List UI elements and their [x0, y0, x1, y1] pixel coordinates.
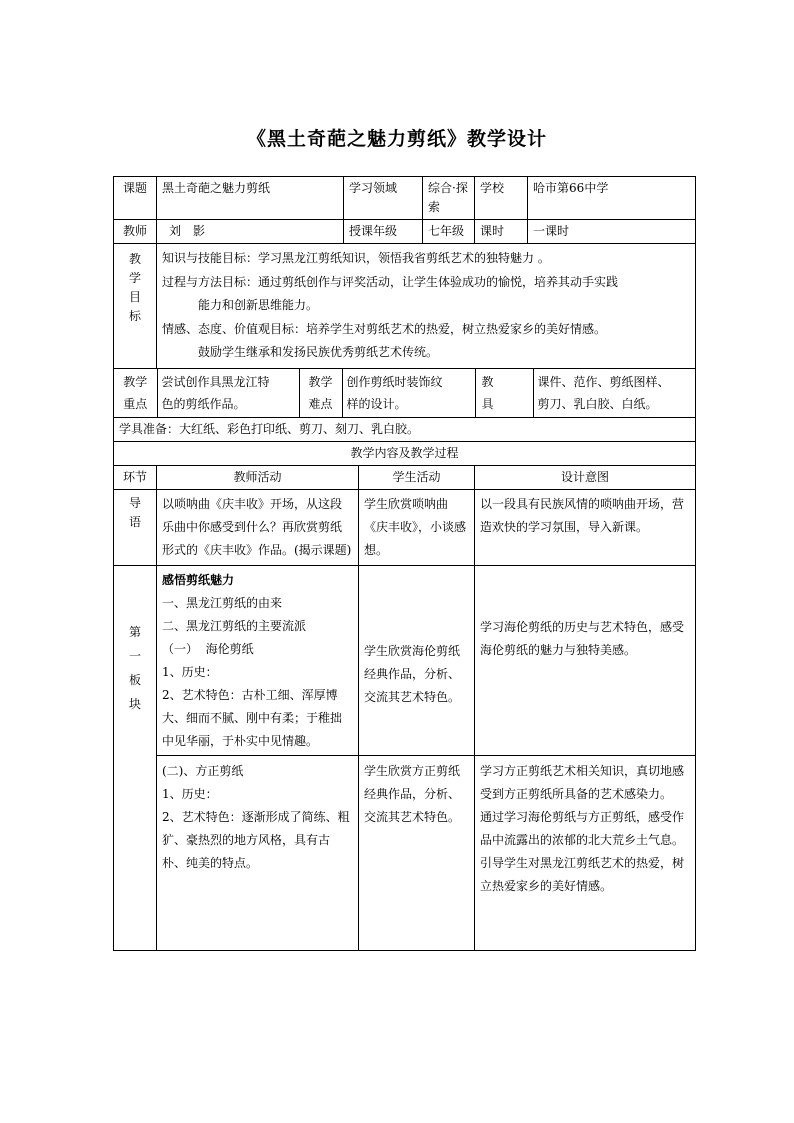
tools-value: 课件、范作、剪纸图样、 剪刀、乳白胶、白纸。: [537, 374, 670, 411]
student-tools-row: [114, 417, 696, 441]
school-value: 哈市第66中学: [528, 177, 696, 220]
section1-student-a: 学生欣赏海伦剪纸经典作品，分析、交流其艺术特色。: [359, 565, 475, 755]
column-header-row: [114, 465, 696, 489]
col-student: 学生活动: [359, 465, 475, 489]
field-value: 综合·探索: [423, 177, 475, 220]
key-label: 教学 重点: [114, 369, 157, 417]
document-title: 《黑土奇葩之魅力剪纸》教学设计: [246, 128, 547, 150]
goals-label: 教 学 目 标: [114, 244, 157, 369]
col-teacher: 教师活动: [157, 465, 359, 489]
col-intent: 设计意图: [475, 465, 696, 489]
key-points-inner: [114, 369, 696, 417]
section1-student-b: 学生欣赏方正剪纸经典作品，分析、交流其艺术特色。: [359, 755, 475, 950]
section1-teacher-b: [157, 755, 359, 950]
grade-label: 授课年级: [344, 220, 423, 244]
key-points-row: [114, 368, 696, 417]
hours-label: 课时: [475, 220, 528, 244]
intro-row: [114, 489, 696, 565]
section1-item2: 二、黑龙江剪纸的主要流派: [162, 618, 307, 633]
section1-intent-b: [475, 755, 696, 950]
goal-knowledge: 知识与技能目标：学习黑龙江剪纸知识，领悟我省剪纸艺术的独特魅力 。: [162, 251, 550, 265]
topic-label: 课题: [114, 177, 157, 220]
section1-stage: 第 一 板 块: [114, 565, 157, 950]
section1-row-b: [114, 755, 696, 950]
goal-emotion-2: 鼓励学生继承和发扬民族优秀剪纸艺术传统。: [198, 345, 439, 359]
section1-sub2: (二)、方正剪纸: [162, 763, 244, 778]
section1-teacher-a: [157, 565, 359, 755]
section1-intent-a: 学习海伦剪纸的历史与艺术特色，感受海伦剪纸的魅力与独特美感。: [475, 565, 696, 755]
goals-content: [157, 244, 696, 369]
process-header: 教学内容及教学过程: [114, 441, 696, 465]
process-header-row: [114, 441, 696, 465]
hours-value: 一课时: [528, 220, 696, 244]
section1-sub1-art: 2、艺术特色：古朴工细、浑厚博大、细而不腻、刚中有柔；于稚拙中见华丽，于朴实中见情趣。: [162, 687, 343, 748]
school-label: 学校: [475, 177, 528, 220]
difficult-label: 教学 难点: [299, 369, 342, 417]
intro-teacher: 以唢呐曲《庆丰收》开场，从这段乐曲中你感受到什么？再欣赏剪纸形式的《庆丰收》作品。(揭示课题): [157, 489, 359, 565]
goal-emotion-1: 情感、态度、价值观目标：培养学生对剪纸艺术的热爱，树立热爱家乡的美好情感。: [162, 321, 607, 336]
section1-row-a: [114, 565, 696, 755]
info-row-1: [114, 177, 696, 220]
student-tools: 学具准备：大红纸、彩色打印纸、剪刀、刻刀、乳白胶。: [114, 417, 696, 441]
topic-value: 黑土奇葩之魅力剪纸: [157, 177, 344, 220]
lesson-plan-table: [113, 176, 696, 951]
section1-sub2-history: 1、历史：: [162, 786, 218, 801]
section1-item1: 一、黑龙江剪纸的由来: [162, 595, 283, 610]
grade-value: 七年级: [423, 220, 475, 244]
section1-sub1-history: 1、历史：: [162, 664, 218, 679]
goals-row: [114, 244, 696, 369]
intro-student: 学生欣赏唢呐曲《庆丰收》，小谈感想。: [359, 489, 475, 565]
goal-process-1: 过程与方法目标：通过剪纸创作与评奖活动，让学生体验成功的愉悦，培养其动手实践: [162, 274, 619, 289]
field-label: 学习领域: [344, 177, 423, 220]
intro-intent: 以一段具有民族风情的唢呐曲开场，营造欢快的学习氛围，导入新课。: [475, 489, 696, 565]
section1-sub2-art: 2、艺术特色：逐渐形成了简练、粗犷、豪热烈的地方风格，具有古朴、纯美的特点。: [162, 809, 350, 870]
section1-heading: 感悟剪纸魅力: [162, 572, 235, 587]
key-value: 尝试创作具黑龙江特 色的剪纸作品。: [157, 369, 299, 417]
goal-process-2: 能力和创新思维能力。: [198, 298, 319, 312]
section1-sub1: （一） 海伦剪纸: [162, 641, 254, 656]
teacher-value: 刘 影: [157, 220, 344, 244]
tools-label: 教 具: [475, 369, 533, 417]
section1-intent-b-2: 通过学习海伦剪纸与方正剪纸，感受作品中流露出的浓郁的北大荒乡土气息。引导学生对黑龙江剪纸艺术的热爱，树立热爱家乡的美好情感。: [480, 809, 685, 893]
info-row-2: [114, 220, 696, 244]
col-stage: 环节: [114, 465, 157, 489]
teacher-label: 教师: [114, 220, 157, 244]
difficult-value: 创作剪纸时装饰纹 样的设计。: [342, 369, 475, 417]
intro-stage: 导 语: [114, 489, 157, 565]
section1-intent-b-1: 学习方正剪纸艺术相关知识，真切地感受到方正剪纸所具备的艺术感染力。: [480, 763, 685, 801]
